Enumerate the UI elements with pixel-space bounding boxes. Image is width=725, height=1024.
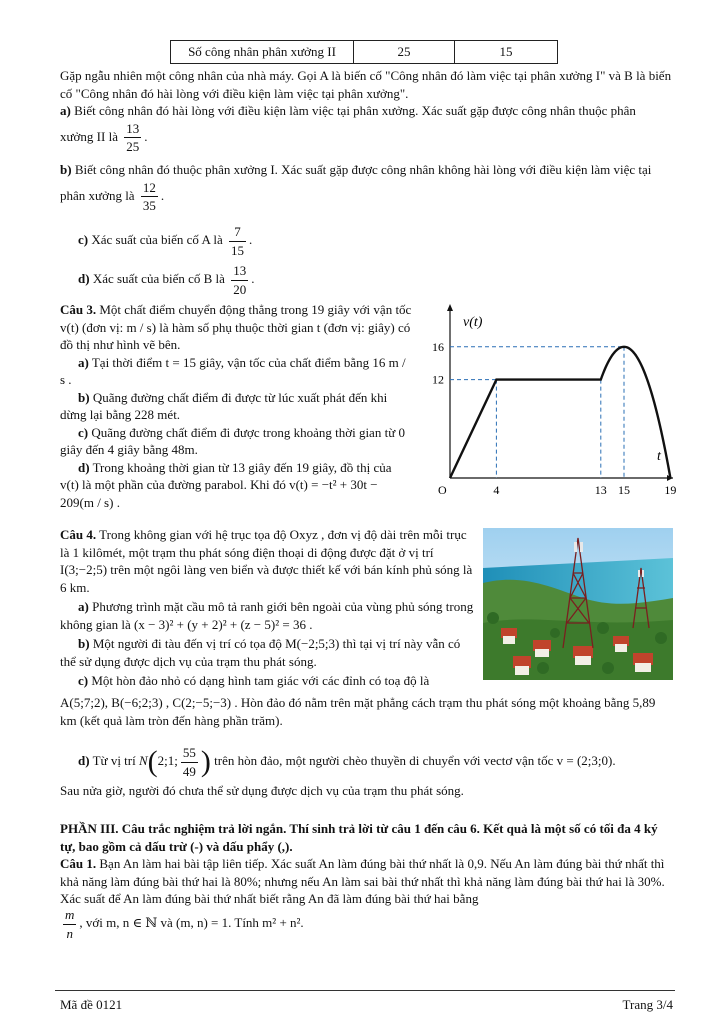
fraction-denominator: n <box>66 925 73 941</box>
item-text: Quãng đường chất điểm đi được từ lúc xuất phát đến khi dừng lại bằng 228 mét. <box>60 389 388 423</box>
part3-question-1-tail <box>60 906 672 942</box>
question-title: Câu 4. <box>60 527 97 542</box>
q2-item-b: b) Biết công nhân đó thuộc phân xưởng I. Xác suất gặp được công nhân không hài lòng với điều kiện làm việc tại phân xưởng là $\frac{12}{35}$ . <box>60 162 652 214</box>
velocity-vector: v = (2;3;0). <box>556 753 616 769</box>
fraction <box>181 744 198 780</box>
item-label: a) <box>78 354 89 370</box>
q2-item-d: d) Xác suất của biến cố B là $\frac{13}{20}$ . <box>78 263 255 297</box>
table-cell-value: 25 <box>354 41 455 64</box>
question-stem: Một chất điểm chuyển động thẳng trong 19 giây với vận tốc v(t) (đơn vị: m / s) là hàm số phụ thuộc thời gian t (đơn vị: giây) có đồ thị như hình vẽ bên. <box>60 302 412 353</box>
item-label: c) <box>78 673 89 689</box>
fraction <box>231 262 248 298</box>
item-label: b) <box>60 162 72 177</box>
question-stem: Trong không gian với hệ trục tọa độ Oxyz , đơn vị độ dài trên mỗi trục là 1 kilômét, một trạm thu phát sóng điện thoại di động được đặt ở vị trí I(3;−2;5) trên một ngôi làng ven biển và được thiết kế với bán kính phủ sóng là 6 km. <box>60 527 473 595</box>
q2-item-a: a) Biết công nhân đó hài lòng với điều kiện làm việc tại phân xưởng. Xác suất gặp được công nhân thuộc phân xưởng II là $\frac{13}{25}$ . <box>60 103 636 155</box>
item-text: Quãng đường chất điểm đi được trong khoảng thời gian từ 0 giây đến 4 giây bằng 48m. <box>60 424 405 458</box>
item-text: Một hòn đảo nhỏ có dạng hình tam giác với các đỉnh có toạ độ là <box>91 673 430 689</box>
item-label: a) <box>78 599 89 615</box>
item-label: b) <box>78 636 90 652</box>
item-text: Tại thời điểm t = 15 giây, vận tốc của chất điểm bằng 16 m / s . <box>60 354 406 388</box>
fraction <box>63 906 76 942</box>
fraction-numerator: 13 <box>231 262 248 281</box>
question-title: Câu 3. <box>60 302 97 317</box>
fraction-denominator: 35 <box>142 198 156 214</box>
x-axis-label: t <box>657 449 661 464</box>
question-4 <box>60 526 475 690</box>
fraction-numerator: 12 <box>141 179 158 198</box>
item-text: trên hòn đảo, một người chèo thuyền di chuyển với vectơ vận tốc <box>214 753 554 769</box>
x-tick-label: 19 <box>664 483 677 495</box>
item-text: Một người đi tàu đến vị trí có tọa độ M(−2;5;3) thì tại vị trí này vẫn có thể sử dụng được dịch vụ của trạm thu phát sóng. <box>60 636 461 669</box>
footer-divider <box>55 990 675 991</box>
item-label: d) <box>78 271 90 287</box>
exam-code: Mã đề 0121 <box>60 997 123 1012</box>
cell-tower-village-illustration <box>483 528 673 680</box>
fraction-numerator: 55 <box>181 744 198 763</box>
question-text: , với m, n ∈ ℕ và (m, n) = 1. Tính m² + n². <box>79 915 304 931</box>
fraction-denominator: 15 <box>231 242 245 258</box>
part3-question-1 <box>60 855 672 908</box>
x-tick-label: O <box>438 483 447 495</box>
y-axis-arrow <box>447 304 453 311</box>
page-number: Trang 3/4 <box>622 997 673 1012</box>
q4-item-c-continued: A(5;7;2), B(−6;2;3) , C(2;−5;−3) . Hòn đảo đó nằm trên mặt phẳng cách trạm thu phát sóng một khoảng bằng 5,89 km (kết quả làm tròn đến hàng phần trăm). <box>60 695 656 728</box>
item-label: b) <box>78 389 90 405</box>
fraction-denominator: 20 <box>233 281 247 297</box>
fraction-numerator: m <box>63 906 76 925</box>
q4-item-d-continued: Sau nửa giờ, người đó chưa thể sử dụng được dịch vụ của trạm thu phát sóng. <box>60 783 464 798</box>
y-tick-label: 12 <box>432 372 444 387</box>
velocity-chart <box>415 300 677 495</box>
fraction <box>229 223 246 259</box>
velocity-curve <box>450 347 670 478</box>
item-label: d) <box>78 753 90 769</box>
x-tick-label: 13 <box>594 483 607 495</box>
q2-item-c: c) Xác suất của biến cố A là $\frac{7}{15}$ . <box>78 224 253 258</box>
fraction <box>124 120 141 156</box>
item-text: Xác suất của biến cố A là <box>91 232 223 248</box>
item-text: Biết công nhân đó thuộc phân xưởng I. Xác suất gặp được công nhân không hài lòng với điều kiện làm việc tại phân xưởng là <box>60 162 652 203</box>
item-text: Từ vị trí <box>92 753 136 769</box>
item-text: Trong khoảng thời gian từ 13 giây đến 19 giây, đồ thị của v(t) là một phần của đường parabol. Khi đó v(t) = −t² + 30t − 209(m / s) . <box>60 459 392 511</box>
item-label: c) <box>78 232 89 248</box>
item-text: Xác suất của biến cố B là <box>92 271 225 287</box>
item-label: a) <box>60 103 71 118</box>
coordinate-text: 2;1; <box>157 753 178 769</box>
y-tick-label: 16 <box>432 339 444 354</box>
part3-heading: PHẦN III. Câu trắc nghiệm trả lời ngắn. Thí sinh trả lời từ câu 1 đến câu 6. Kết quả là một số có tối đa 4 ký tự, bao gồm cả dấu trừ (-) và dấu phẩy (,). <box>60 821 658 854</box>
point-label: N <box>138 753 148 769</box>
y-axis-label: v(t) <box>463 315 483 330</box>
table-cell-label: Số công nhân phân xưởng II <box>171 41 354 64</box>
fraction-numerator: 7 <box>229 223 246 242</box>
item-text: Phương trình mặt cầu mô tả ranh giới bên ngoài của vùng phủ sóng trong không gian là (x − 3)² + (y + 2)² + (z − 5)² = 36 . <box>60 599 474 632</box>
question-text: Bạn An làm hai bài tập liên tiếp. Xác suất An làm đúng bài thứ nhất là 0,9. Nếu An làm đúng bài thứ nhất thì khả năng làm đúng bài thứ hai là 80%; nhưng nếu An làm sai bài thứ nhất thì khả năng làm đúng bài thứ hai là 30%. Xác suất để An làm đúng bài thứ nhất biết rằng An đã làm đúng bài thứ hai bằng <box>60 856 665 907</box>
x-tick-label: 15 <box>618 483 630 495</box>
item-label: c) <box>78 424 89 440</box>
question-3 <box>60 301 412 512</box>
fraction-numerator: 13 <box>124 120 141 139</box>
x-tick-label: 4 <box>493 483 500 495</box>
item-label: d) <box>78 459 90 475</box>
table-row <box>171 41 558 64</box>
item-text: Biết công nhân đó hài lòng với điều kiện làm việc tại phân xưởng. Xác suất gặp được công nhân thuộc phân xưởng II là <box>60 103 636 144</box>
question-title: Câu 1. <box>60 856 97 871</box>
fraction-denominator: 49 <box>182 763 196 779</box>
fraction <box>141 179 158 215</box>
worker-table <box>170 40 558 64</box>
q4-item-d: d) Từ vị trí N(2;1; $\frac{55}{49}$ ) trên hòn đảo, một người chèo thuyền di chuyển với vectơ vận tốc v = (2;3;0). <box>78 745 616 779</box>
table-cell-value: 15 <box>455 41 558 64</box>
fraction-denominator: 25 <box>126 139 140 155</box>
intro-paragraph: Gặp ngẫu nhiên một công nhân của nhà máy. Gọi A là biến cố "Công nhân đó làm việc tại phân xưởng I" và B là biến cố "Công nhân đó hài lòng với điều kiện làm việc tại phân xưởng". <box>60 68 672 101</box>
